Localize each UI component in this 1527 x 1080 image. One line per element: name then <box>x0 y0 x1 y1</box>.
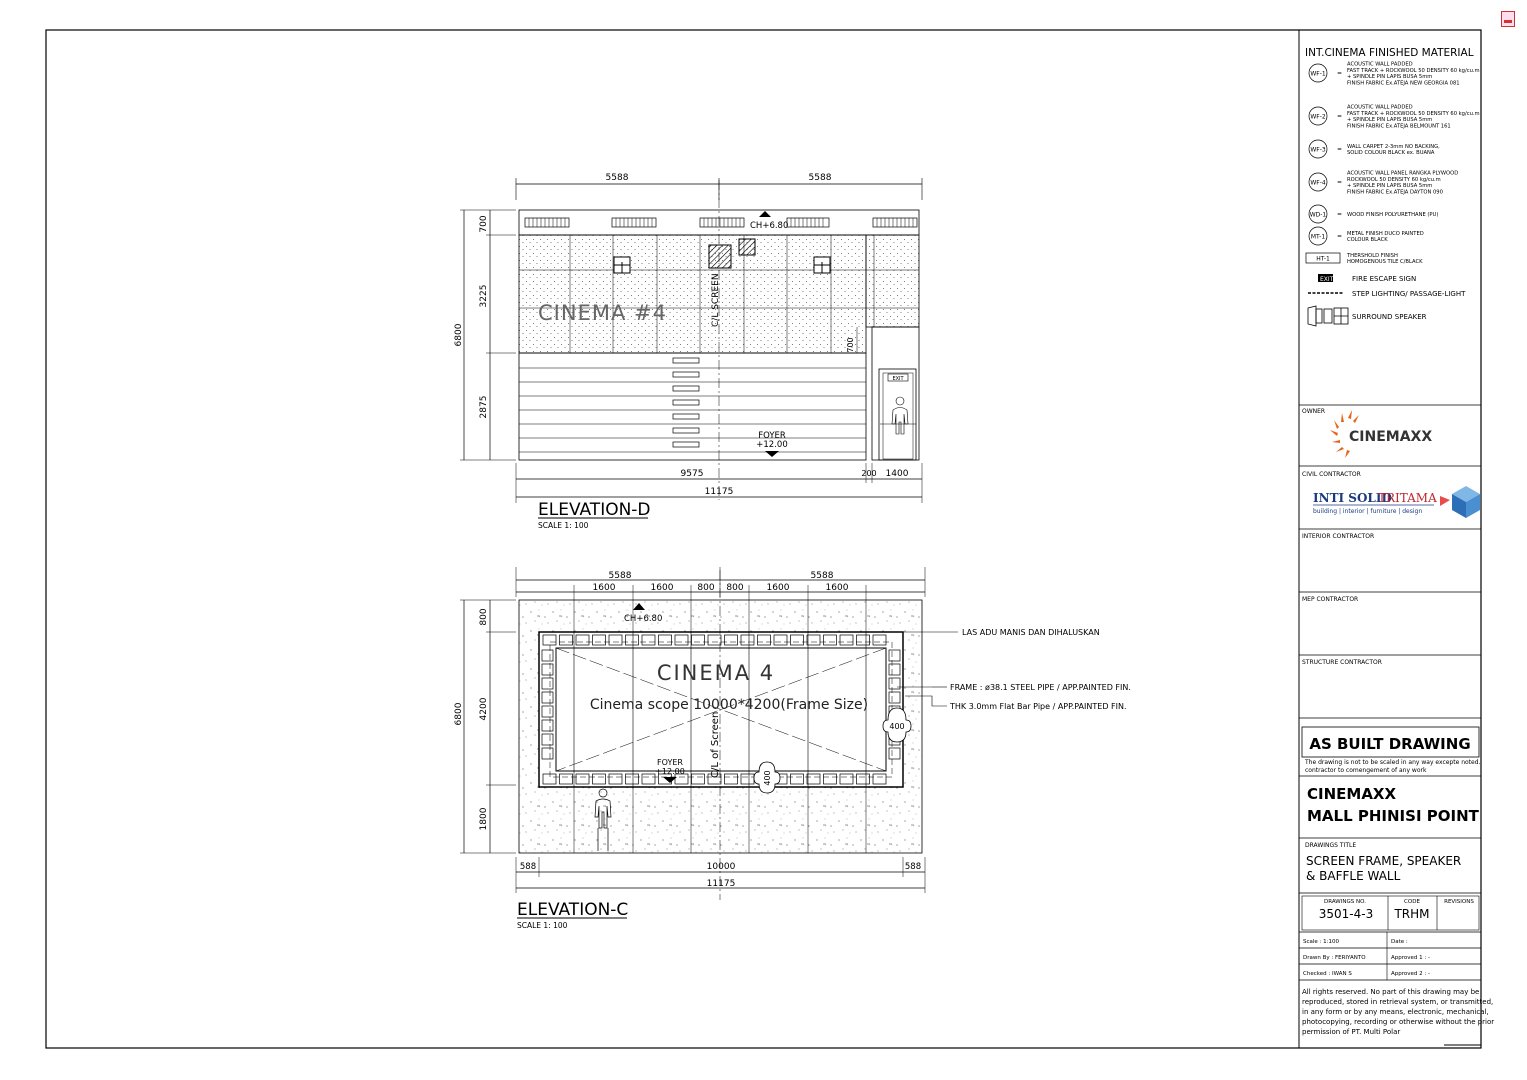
legend-desc: SOLID COLOUR BLACK ex. BUANA <box>1347 150 1435 157</box>
project-line1: CINEMAXX <box>1307 785 1397 803</box>
dim-c-v3: 1800 <box>479 807 489 831</box>
as-built-title: AS BUILT DRAWING <box>1309 735 1471 753</box>
interior-label: INTERIOR CONTRACTOR <box>1302 533 1375 540</box>
elev-c-scope-label: Cinema scope 10000*4200(Frame Size) <box>589 697 869 713</box>
info-approved1: Approved 1 : - <box>1391 955 1430 961</box>
dim-v1: 700 <box>479 215 489 233</box>
mep-label: MEP CONTRACTOR <box>1302 596 1359 603</box>
legend-tag: HT-1 <box>1316 255 1330 263</box>
dim-c-v-total: 6800 <box>454 702 464 726</box>
structure-label: STRUCTURE CONTRACTOR <box>1302 659 1382 666</box>
dim-c-b-mid: 10000 <box>706 862 736 872</box>
elev-d-ch: CH+6.80 <box>750 221 789 231</box>
legend-tag: WF-1 <box>1310 70 1326 78</box>
civil-logo-a: INTI SOLID <box>1313 491 1392 505</box>
elev-c-foyer: FOYER <box>657 758 683 767</box>
drawing-title-label: DRAWINGS TITLE <box>1305 842 1357 849</box>
code-value: TRHM <box>1394 907 1430 921</box>
project-line2: MALL PHINISI POINT <box>1307 807 1479 825</box>
exit-sign: EXIT <box>892 376 904 382</box>
legend-item <box>1309 140 1440 158</box>
drawing-no: 3501-4-3 <box>1318 907 1374 921</box>
info-date: Date : <box>1391 939 1408 945</box>
legend-desc: + SPINDLE PIN LAPIS BUSA 5mm <box>1347 117 1433 124</box>
legend-item <box>1309 205 1438 223</box>
spk-a: 400 <box>889 722 905 731</box>
legend-desc: ACOUSTIC WALL PADDED <box>1347 104 1413 111</box>
legend-item <box>1309 61 1480 86</box>
svg-text:EXIT: EXIT <box>1320 276 1334 283</box>
civil-label: CIVIL CONTRACTOR <box>1302 471 1361 478</box>
legend-desc: FINISH FABRIC Ex.ATEJA DAYTON 090 <box>1347 189 1443 196</box>
dim-v2: 3225 <box>479 284 489 308</box>
legend-fire-escape: FIRE ESCAPE SIGN <box>1352 275 1417 283</box>
info-drawn: Drawn By : FERIYANTO <box>1303 955 1366 961</box>
elev-c-ch: CH+6.80 <box>624 614 663 624</box>
legend-item <box>1309 227 1424 245</box>
dim-c-s4: 800 <box>726 583 744 593</box>
svg-text:photocopying, recording or oth: photocopying, recording or otherwise without the prior <box>1302 1018 1495 1026</box>
svg-text:=: = <box>1337 146 1343 153</box>
dim-c-v1: 800 <box>479 608 489 626</box>
as-built-note2: contractor to comengement of any work <box>1305 767 1427 774</box>
legend-desc: COLOUR BLACK <box>1347 237 1388 244</box>
elev-d-title: ELEVATION-D <box>538 500 651 520</box>
note-frame: FRAME : ø38.1 STEEL PIPE / APP.PAINTED FIN. <box>950 683 1131 692</box>
elev-c-title: ELEVATION-C <box>517 900 629 920</box>
dim-c-s6: 1600 <box>825 583 849 593</box>
elev-d-foyer: FOYER <box>758 431 786 441</box>
legend-step-lighting: STEP LIGHTING/ PASSAGE-LIGHT <box>1352 290 1466 298</box>
drawing-title-1: SCREEN FRAME, SPEAKER <box>1306 854 1462 868</box>
legend-desc: ACOUSTIC WALL PADDED <box>1347 61 1413 68</box>
revisions-label: REVISIONS <box>1444 899 1474 905</box>
elev-c-cl: C/L of Screen <box>710 711 721 778</box>
info-approved2: Approved 2 : - <box>1391 971 1430 977</box>
speaker-icon <box>1308 306 1348 326</box>
dim-c-v2: 4200 <box>479 697 489 721</box>
legend-title: INT.CINEMA FINISHED MATERIAL <box>1305 47 1474 59</box>
dim-c-total: 11175 <box>706 879 736 889</box>
legend-item <box>1306 253 1423 265</box>
note-flatbar: THK 3.0mm Flat Bar Pipe / APP.PAINTED FIN. <box>950 702 1127 711</box>
drawing-title-2: & BAFFLE WALL <box>1306 869 1401 883</box>
svg-text:in any form or by any means, e: in any form or by any means, electronic, mechanical, <box>1302 1008 1489 1016</box>
legend-tag: WF-4 <box>1310 179 1326 187</box>
owner-logo: CINEMAXX <box>1349 429 1433 445</box>
legend-desc: FINISH FABRIC Ex.ATEJA BELMOUNT 161 <box>1347 123 1451 130</box>
legend-tag: WF-3 <box>1310 146 1326 154</box>
dim-v-total: 6800 <box>454 323 464 347</box>
svg-text:=: = <box>1337 179 1343 186</box>
legend-desc: + SPINDLE PIN LAPIS BUSA 5mm <box>1347 74 1433 81</box>
legend-item <box>1309 170 1458 195</box>
svg-text:=: = <box>1337 113 1343 120</box>
spk-b: 400 <box>763 770 772 786</box>
svg-text:All rights reserved. No part o: All rights reserved. No part of this drawing may be <box>1302 988 1480 996</box>
legend-desc: + SPINDLE PIN LAPIS BUSA 5mm <box>1347 183 1433 190</box>
dim-top-b: 5588 <box>808 173 832 183</box>
legend-desc: FINISH FABRIC Ex.ATEJA NEW GEORGIA 081 <box>1347 80 1460 87</box>
legend-desc: ROCKWOOL 50 DENSITY 60 kg/cu.m <box>1347 176 1441 183</box>
dim-total: 11175 <box>704 487 734 497</box>
legend-desc: METAL FINISH DUCO PAINTED <box>1347 230 1424 237</box>
dim-c-top-a: 5588 <box>608 571 632 581</box>
copyright-text <box>1302 988 1494 1036</box>
dim-c-s1: 1600 <box>592 583 616 593</box>
dim-b3: 1400 <box>885 469 909 479</box>
elevation-c <box>454 567 1131 930</box>
dim-c-s2: 1600 <box>650 583 674 593</box>
legend-speaker: SURROUND SPEAKER <box>1352 313 1427 321</box>
svg-text:=: = <box>1337 233 1343 240</box>
legend-tag: WF-2 <box>1310 113 1326 121</box>
title-block <box>1299 30 1494 1048</box>
elev-c-foyer-level: +12.00 <box>655 767 685 776</box>
svg-text:=: = <box>1337 70 1343 77</box>
civil-logo-b: TRITAMA <box>1378 491 1437 505</box>
legend-desc: FAST TRACK + ROCKWOOL 50 DENSITY 60 kg/cu.m <box>1347 110 1480 117</box>
legend-desc: THERSHOLD FINISH <box>1347 252 1398 259</box>
svg-text:=: = <box>1337 211 1343 218</box>
note-weld: LAS ADU MANIS DAN DIHALUSKAN <box>962 628 1100 637</box>
dim-b1: 9575 <box>680 469 704 479</box>
info-scale: Scale : 1:100 <box>1303 939 1339 945</box>
legend-desc: WOOD FINISH POLYURETHANE (PU) <box>1347 212 1439 218</box>
dim-b2: 200 <box>861 469 877 478</box>
legend-tag: WD-1 <box>1309 211 1327 219</box>
dim-c-b-right: 588 <box>904 862 922 872</box>
owner-label: OWNER <box>1302 408 1326 415</box>
drawing-no-label: DRAWINGS NO. <box>1324 899 1366 905</box>
sheet-border <box>46 30 1481 1048</box>
elev-c-scale: SCALE 1: 100 <box>517 921 568 930</box>
legend-items <box>1306 61 1480 265</box>
elev-d-scale: SCALE 1: 100 <box>538 521 589 530</box>
dim-c-s5: 1600 <box>766 583 790 593</box>
dim-top-a: 5588 <box>605 173 629 183</box>
dim-c-top-b: 5588 <box>810 571 834 581</box>
as-built-note1: The drawing is not to be scaled in any way excepte noted. <box>1305 759 1481 766</box>
svg-text:permission of PT. Multi Polar: permission of PT. Multi Polar <box>1302 1028 1401 1036</box>
legend-desc: WALL CARPET 2-3mm NO BACKING, <box>1347 143 1440 150</box>
code-label: CODE <box>1404 899 1420 905</box>
info-checked: Checked : IWAN S <box>1303 971 1352 977</box>
svg-text:reproduced, stored in retrieva: reproduced, stored in retrieval system, or transmitted, <box>1302 998 1494 1006</box>
elev-d-foyer-level: +12.00 <box>756 440 788 450</box>
elev-d-cl-screen: C/L SCREEN <box>711 273 721 327</box>
legend-desc: ACOUSTIC WALL PANEL RANGKA PLYWOOD <box>1347 170 1459 177</box>
elevation-d <box>454 173 922 530</box>
human-figure-d <box>892 397 908 434</box>
civil-tagline: building | interior | furniture | design <box>1313 508 1423 515</box>
dim-v4: 700 <box>846 337 855 353</box>
legend-item <box>1309 104 1480 129</box>
elev-d-cinema-label: CINEMA #4 <box>538 301 667 325</box>
cube-icon <box>1440 486 1480 518</box>
elev-c-cinema-label: CINEMA 4 <box>656 661 776 685</box>
dim-v3: 2875 <box>479 395 489 419</box>
dim-c-b-left: 588 <box>519 862 537 872</box>
legend-desc: FAST TRACK + ROCKWOOL 50 DENSITY 60 kg/cu.m <box>1347 67 1480 74</box>
dim-c-s3: 800 <box>697 583 715 593</box>
legend-tag: MT-1 <box>1310 233 1326 241</box>
legend-desc: HOMOGENOUS TILE C/BLACK <box>1347 259 1423 266</box>
